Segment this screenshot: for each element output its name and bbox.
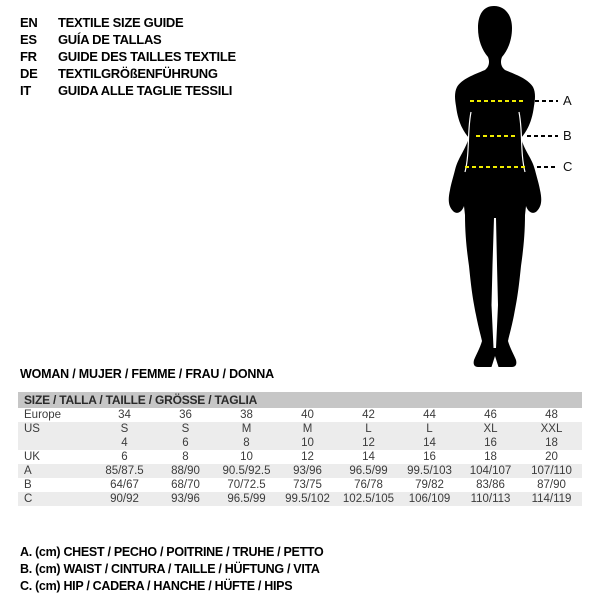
table-cell: 14 <box>362 451 375 463</box>
table-cell: 10 <box>301 437 314 449</box>
row-label: Europe <box>24 409 62 421</box>
table-cell: 88/90 <box>171 465 200 477</box>
lang-code: IT <box>20 83 31 98</box>
table-cell: 68/70 <box>171 479 200 491</box>
table-cell: 76/78 <box>354 479 383 491</box>
measurement-legend <box>20 544 323 595</box>
row-label <box>18 436 94 450</box>
table-cell: 90.5/92.5 <box>222 465 271 477</box>
table-row-chest <box>18 464 582 478</box>
table-cell: 104/107 <box>469 465 512 477</box>
lang-row-de <box>20 65 236 82</box>
table-cell: 44 <box>423 409 436 421</box>
row-label: C <box>24 493 33 505</box>
legend-hip: C. (cm) HIP / CADERA / HANCHE / HÜFTE / HIPS <box>20 579 293 593</box>
table-cell: 10 <box>240 451 253 463</box>
table-cell: XL <box>483 423 498 435</box>
section-title: WOMAN / MUJER / FEMME / FRAU / DONNA <box>20 367 274 381</box>
hip-label: C <box>563 159 573 174</box>
table-cell: 70/72.5 <box>227 479 266 491</box>
table-cell: M <box>302 423 313 435</box>
table-cell: 8 <box>182 451 189 463</box>
lang-code: ES <box>20 32 37 47</box>
table-row-waist <box>18 478 582 492</box>
table-cell: L <box>365 423 372 435</box>
table-cell: 46 <box>484 409 497 421</box>
table-cell: 8 <box>243 437 250 449</box>
table-cell: 83/86 <box>476 479 505 491</box>
row-label: US <box>24 423 40 435</box>
table-cell: 79/82 <box>415 479 444 491</box>
language-list <box>20 14 236 99</box>
table-cell: 4 <box>121 437 128 449</box>
table-cell: 18 <box>545 437 558 449</box>
table-cell: 42 <box>362 409 375 421</box>
table-cell: 99.5/102 <box>285 493 330 505</box>
table-cell: 96.5/99 <box>349 465 388 477</box>
lang-row-en <box>20 14 236 31</box>
legend-waist: B. (cm) WAIST / CINTURA / TAILLE / HÜFTUNG / VITA <box>20 562 320 576</box>
lang-label: GUIDE DES TAILLES TEXTILE <box>58 49 236 64</box>
table-row-uk <box>18 450 582 464</box>
legend-chest: A. (cm) CHEST / PECHO / POITRINE / TRUHE / PETTO <box>20 545 324 559</box>
table-cell: 14 <box>423 437 436 449</box>
table-cell: S <box>120 423 129 435</box>
table-cell: 99.5/103 <box>407 465 452 477</box>
table-cell: 16 <box>423 451 436 463</box>
table-row-us-letter <box>18 422 582 436</box>
row-label: A <box>24 465 32 477</box>
table-cell: 16 <box>484 437 497 449</box>
table-cell: 107/110 <box>531 465 572 477</box>
chest-label: A <box>563 93 572 108</box>
lang-label: TEXTILE SIZE GUIDE <box>58 15 184 30</box>
lang-label: GUÍA DE TALLAS <box>58 32 162 47</box>
table-cell: 12 <box>362 437 375 449</box>
table-cell: 96.5/99 <box>227 493 266 505</box>
size-table-header: SIZE / TALLA / TAILLE / GRÖSSE / TAGLIA <box>18 392 582 408</box>
lang-code: FR <box>20 49 37 64</box>
table-cell: XXL <box>540 423 563 435</box>
lang-row-fr <box>20 48 236 65</box>
waist-label: B <box>563 128 572 143</box>
table-cell: 48 <box>545 409 558 421</box>
table-cell: 90/92 <box>110 493 139 505</box>
lang-label: GUIDA ALLE TAGLIE TESSILI <box>58 83 233 98</box>
table-cell: M <box>241 423 252 435</box>
table-cell: 73/75 <box>293 479 322 491</box>
table-cell: 87/90 <box>537 479 566 491</box>
table-cell: 106/109 <box>408 493 451 505</box>
size-table <box>18 392 582 506</box>
lang-row-it <box>20 82 236 99</box>
table-row-europe <box>18 408 582 422</box>
table-cell: 102.5/105 <box>342 493 395 505</box>
table-cell: 20 <box>545 451 558 463</box>
table-cell: 110/113 <box>470 493 511 505</box>
table-cell: 40 <box>301 409 314 421</box>
table-cell: 93/96 <box>293 465 322 477</box>
table-cell: 6 <box>182 437 189 449</box>
lang-code: DE <box>20 66 38 81</box>
table-cell: 64/67 <box>110 479 139 491</box>
table-cell: 36 <box>179 409 192 421</box>
table-row-hip <box>18 492 582 506</box>
table-cell: 114/119 <box>531 493 572 505</box>
table-cell: 38 <box>240 409 253 421</box>
woman-silhouette-figure <box>430 0 600 375</box>
table-cell: 85/87.5 <box>105 465 144 477</box>
row-label: UK <box>24 451 40 463</box>
table-cell: 34 <box>118 409 131 421</box>
lang-row-es <box>20 31 236 48</box>
table-row-us-numeric <box>18 436 582 450</box>
table-cell: S <box>181 423 190 435</box>
lang-label: TEXTILGRÖßENFÜHRUNG <box>58 66 218 81</box>
table-cell: L <box>426 423 433 435</box>
table-cell: 18 <box>484 451 497 463</box>
table-cell: 12 <box>301 451 314 463</box>
table-cell: 6 <box>121 451 128 463</box>
row-label: B <box>24 479 32 491</box>
table-cell: 93/96 <box>171 493 200 505</box>
lang-code: EN <box>20 15 38 30</box>
